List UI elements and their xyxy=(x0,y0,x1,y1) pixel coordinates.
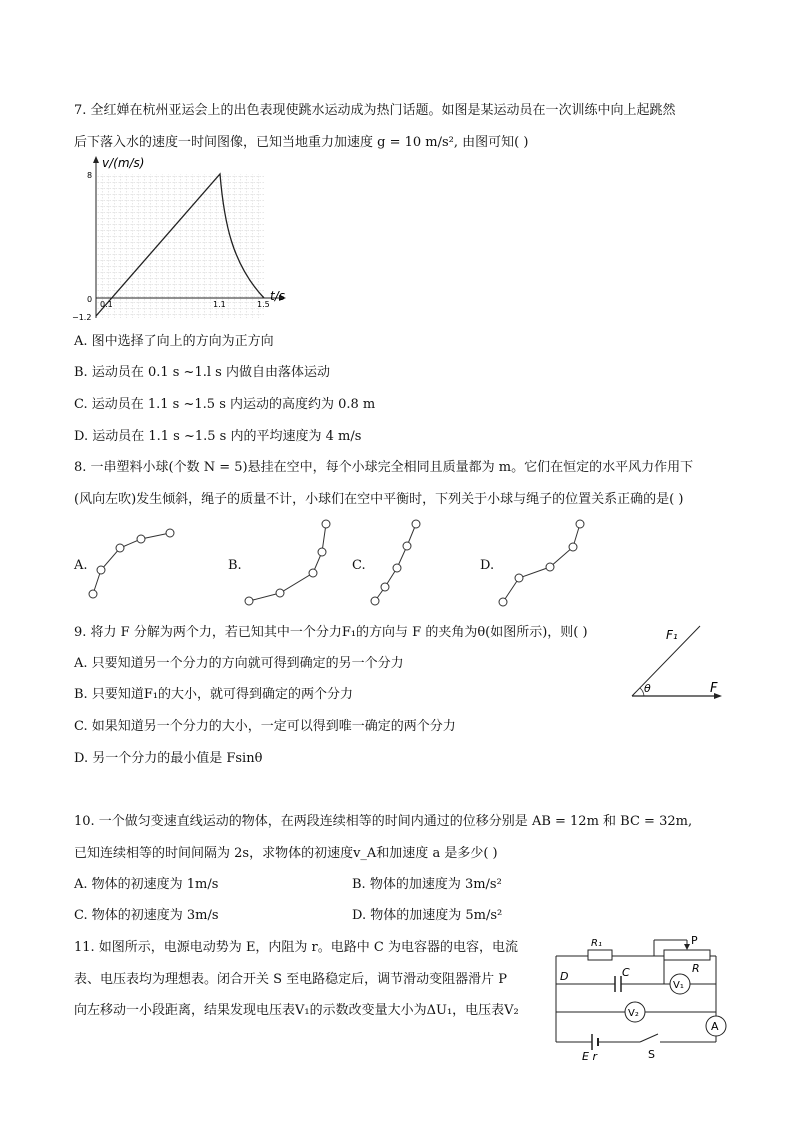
label-p: P xyxy=(691,934,698,947)
label-r1: R₁ xyxy=(591,938,602,949)
q10-stem-line2: 已知连续相等的时间间隔为 2s，求物体的初速度v_A和加速度 a 是多少( ) xyxy=(74,846,498,861)
label-c: C xyxy=(622,966,630,979)
label-r: R xyxy=(692,962,700,975)
q8-stem-line2: (风向左吹)发生倾斜，绳子的质量不计，小球们在空中平衡时，下列关于小球与绳子的位置关系正确的是( ) xyxy=(74,492,684,507)
label-d: D xyxy=(560,970,569,983)
q7-option-a: A. 图中选择了向上的方向为正方向 xyxy=(74,334,274,349)
q7-option-d: D. 运动员在 1.1 s ~1.5 s 内的平均速度为 4 m/s xyxy=(74,429,362,444)
x-tick-0-1: 0.1 xyxy=(100,300,113,309)
q7-option-c: C. 运动员在 1.1 s ~1.5 s 内运动的高度约为 0.8 m xyxy=(74,397,376,412)
x-axis-label: t/s xyxy=(270,289,285,303)
q10-stem-line1: 10. 一个做匀变速直线运动的物体，在两段连续相等的时间内通过的位移分别是 AB = 12m 和 BC = 32m, xyxy=(74,814,693,829)
q9-option-c: C. 如果知道另一个分力的大小，一定可以得到唯一确定的两个分力 xyxy=(74,719,456,734)
label-a: A xyxy=(711,1020,719,1033)
q11-stem-line3: 向左移动一小段距离，结果发现电压表V₁的示数改变量大小为ΔU₁，电压表V₂ xyxy=(74,1003,519,1018)
graph-grid xyxy=(96,174,264,318)
q8-label-d: D. xyxy=(480,558,495,573)
q9-force-figure xyxy=(624,620,734,704)
x-tick-1-5: 1.5 xyxy=(257,300,270,309)
q11-stem-line1: 11. 如图所示，电源电动势为 E，内阻为 r。电路中 C 为电容器的电容，电流 xyxy=(74,940,518,955)
label-er: E r xyxy=(582,1050,597,1062)
q10-option-d: D. 物体的加速度为 5m/s² xyxy=(352,908,503,923)
theta-label: θ xyxy=(644,682,651,695)
q9-option-a: A. 只要知道另一个分力的方向就可得到确定的另一个分力 xyxy=(74,656,404,671)
q7-vt-graph xyxy=(72,152,312,324)
label-s: S xyxy=(648,1048,655,1061)
q7-stem-line2: 后下落入水的速度一时间图像，已知当地重力加速度 g = 10 m/s², 由图可知( ) xyxy=(74,135,529,150)
q9-option-b: B. 只要知道F₁的大小，就可得到确定的两个分力 xyxy=(74,687,354,702)
label-v1: V₁ xyxy=(673,980,684,991)
q8-stem-line1: 8. 一串塑料小球(个数 N = 5)悬挂在空中，每个小球完全相同且质量都为 m。它们在恒定的水平风力作用下 xyxy=(74,460,694,475)
slider-arrow-icon xyxy=(684,944,690,950)
q8-option-c-figure xyxy=(366,516,436,608)
label-v2: V₂ xyxy=(628,1008,639,1019)
y-axis-label: v/(m/s) xyxy=(102,156,145,170)
y-axis-arrow-icon xyxy=(93,156,99,163)
q8-label-c: C. xyxy=(352,558,366,573)
switch-s-icon xyxy=(640,1034,658,1042)
q8-option-d-figure xyxy=(494,516,594,608)
f1-label: F₁ xyxy=(666,628,678,642)
x-tick-1-1: 1.1 xyxy=(213,300,226,309)
q7-stem-line1: 7. 全红婵在杭州亚运会上的出色表现使跳水运动成为热门话题。如图是某运动员在一次训练中向上起跳然 xyxy=(74,103,676,118)
origin-label: 0 xyxy=(87,295,93,304)
y-tick-8: 8 xyxy=(87,171,93,180)
q7-option-b: B. 运动员在 0.1 s ~1.l s 内做自由落体运动 xyxy=(74,365,330,380)
y-tick-neg: −1.2 xyxy=(72,313,92,322)
q11-stem-line2: 表、电压表均为理想表。闭合开关 S 至电路稳定后，调节滑动变阻器滑片 P xyxy=(74,972,508,987)
q8-label-a: A. xyxy=(74,558,88,573)
resistor-r1 xyxy=(588,950,612,960)
q9-stem: 9. 将力 F 分解为两个力，若已知其中一个分力F₁的方向与 F 的夹角为θ(如图所示)，则( ) xyxy=(74,625,588,640)
q8-label-b: B. xyxy=(228,558,242,573)
q10-option-c: C. 物体的初速度为 3m/s xyxy=(74,908,219,923)
q10-option-b: B. 物体的加速度为 3m/s² xyxy=(352,877,502,892)
q8-option-b-figure xyxy=(240,516,340,608)
q9-option-d: D. 另一个分力的最小值是 Fsinθ xyxy=(74,751,263,766)
rheostat-r xyxy=(664,950,710,960)
f-label: F xyxy=(710,681,718,696)
q10-option-a: A. 物体的初速度为 1m/s xyxy=(74,877,219,892)
q11-circuit-figure xyxy=(552,930,728,1062)
q8-option-a-figure xyxy=(84,524,184,604)
